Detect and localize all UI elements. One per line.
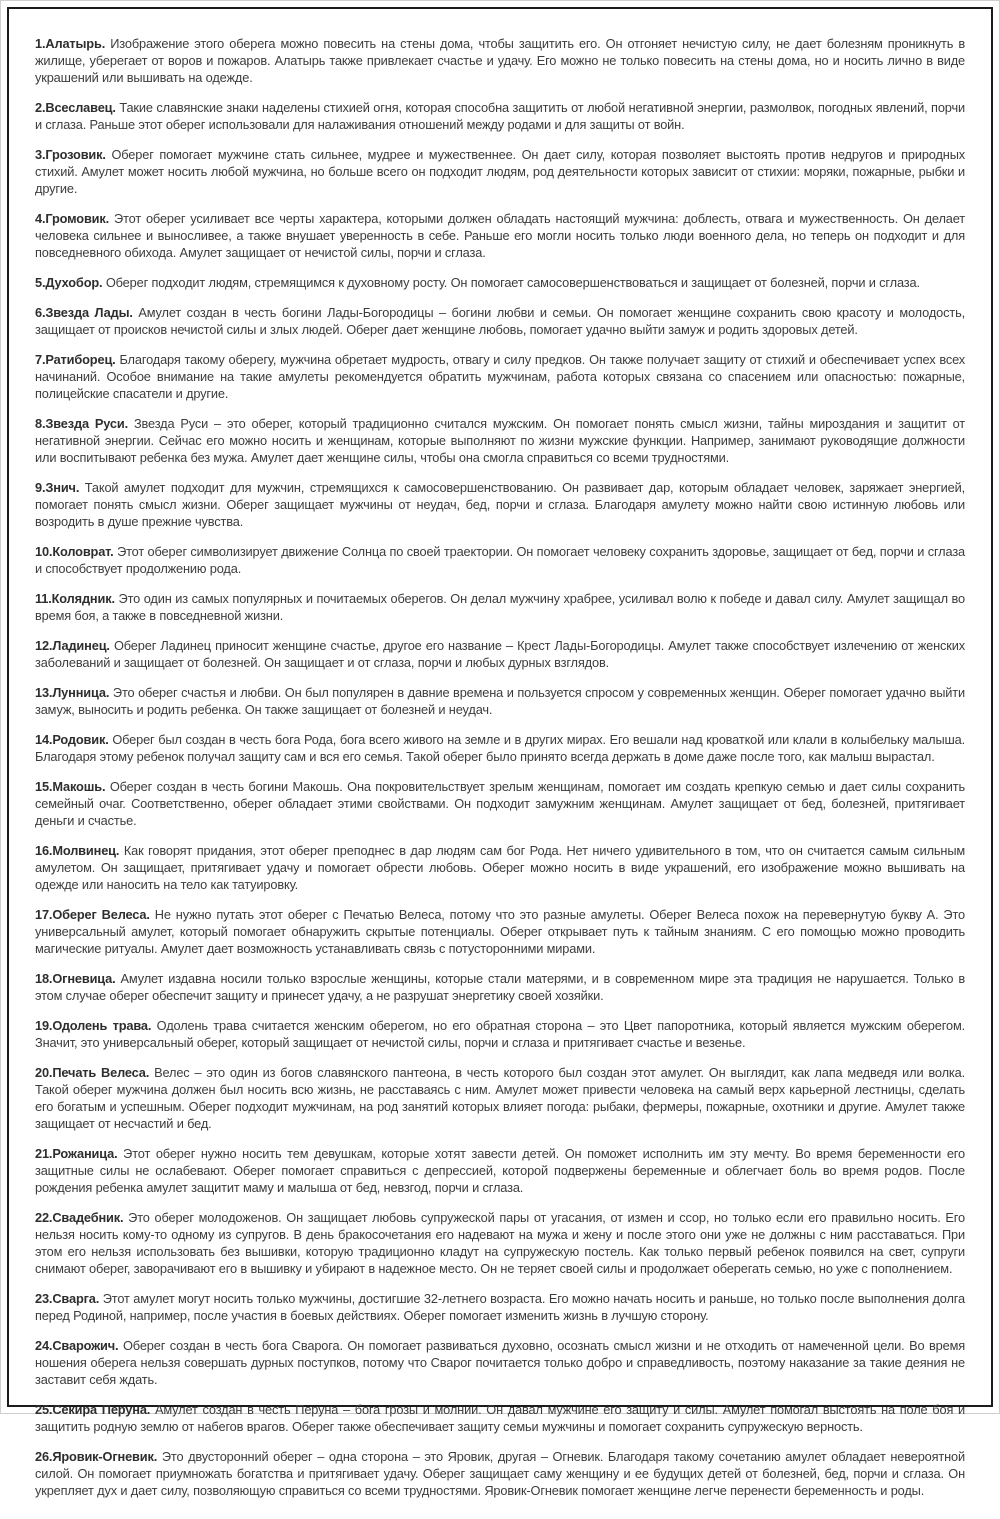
list-item — [35, 906, 965, 957]
item-title: 17.Оберег Велеса. — [35, 907, 150, 922]
item-description: Оберег помогает мужчине стать сильнее, мудрее и мужественнее. Он дает силу, которая позволяет выстоять против недругов и природных стихий. Амулет может носить любой мужчина, но больше всего он подходит людям, род деятельности которых зависит от стихии: моряки, пожарные, рыбки и другие. — [35, 147, 966, 196]
item-description: Оберег Ладинец приносит женщине счастье, другое его название – Крест Лады-Богородицы. Амулет также способствует излечению от женских заболеваний и защищает от болезней. Он защищает и от сглаза, порчи и любых дурных взглядов. — [35, 638, 965, 670]
item-description: Такие славянские знаки наделены стихией огня, которая способна защитить от любой негативной энергии, размолвок, погодных явлений, порчи и сглаза. Раньше этот оберег использовали для налаживания отношений между родами и для защиты от войн. — [35, 100, 966, 132]
item-description: Это оберег молодоженов. Он защищает любовь супружеской пары от угасания, от измен и ссор, но только если его правильно носить. Его нельзя носить кому-то одному из супругов. В день бракосочетания его надевают на мужа и жену и после этого они уже не должны с ним расставаться. При этом его нельзя использовать без вышивки, которую традиционно кладут на супружескую постель. Как только первый ребенок появился на свет, супруги снимают оберег, заворачивают его в вышивку и убирают в надежное место. Он не теряет своей силы и продолжает оберегать семью, но уже с пополнением. — [35, 1210, 965, 1276]
list-item — [35, 1064, 965, 1132]
item-title: 9.Знич. — [35, 480, 80, 495]
item-title: 11.Колядник. — [35, 591, 115, 606]
item-title: 26.Яровик-Огневик. — [35, 1449, 158, 1464]
item-title: 7.Ратиборец. — [35, 352, 116, 367]
item-description: Амулет создан в честь Перуна – бога грозы и молнии. Он давал мужчине его защиту и силы. Амулет помогал выстоять на поле боя и защитить родную землю от набегов врагов. Оберег также обеспечивает защиту семьи мужчины и помогает сохранить супружескую верность. — [35, 1402, 966, 1434]
item-description: Велес – это один из богов славянского пантеона, в честь которого был создан этот амулет. Он выглядит, как лапа медведя или волка. Такой оберег мужчина должен был носить всю жизнь, не расставаясь с ним. Амулет может привести человека на самый верх карьерной лестницы, сделать его богатым и успешным. Оберег подходит мужчинам, на род занятий которых влияет погода: рыбаки, фермеры, пожарные, охотники и другие. Амулет также защищает от несчастий и бед. — [35, 1065, 965, 1131]
list-item — [35, 778, 965, 829]
list-item — [35, 274, 965, 291]
item-description: Это один из самых популярных и почитаемых оберегов. Он делал мужчину храбрее, усиливал волю к победе и давал силу. Амулет защищал во время боя, а также в повседневной жизни. — [35, 591, 965, 623]
item-description: Этот амулет могут носить только мужчины, достигшие 32-летнего возраста. Его можно начать носить и раньше, но только после выполнения долга перед Родиной, например, после участия в боевых действиях. Оберег помогает изменить жизнь в лучшую сторону. — [35, 1291, 966, 1323]
list-item — [35, 684, 965, 718]
item-title: 2.Всеславец. — [35, 100, 116, 115]
item-description: Оберег создан в честь бога Сварога. Он помогает развиваться духовно, осознать смысл жизни и не отходить от намеченной цели. Во время ношения оберега нельзя совершать дурных поступков, потому что Сварог почитается только добро и справедливость, поэтому наказание за такие деяния не заставит себя ждать. — [35, 1338, 966, 1387]
amulet-descriptions-list — [9, 9, 991, 1519]
item-title: 19.Одолень трава. — [35, 1018, 152, 1033]
item-description: Одолень трава считается женским оберегом, но его обратная сторона – это Цвет папоротника, который является мужским оберегом. Значит, это универсальный оберег, который защищает от нечистой силы, порчи и сглаза и притягивает счастье и везенье. — [35, 1018, 966, 1050]
item-title: 18.Огневица. — [35, 971, 116, 986]
list-item — [35, 543, 965, 577]
item-title: 14.Родовик. — [35, 732, 109, 747]
list-item — [35, 351, 965, 402]
list-item — [35, 731, 965, 765]
item-description: Оберег подходит людям, стремящимся к духовному росту. Он помогает самосовершенствоваться и защищает от болезней, порчи и сглаза. — [105, 275, 920, 290]
item-description: Амулет создан в честь богини Лады-Богородицы – богини любви и семьи. Он помогает женщине сохранить свою красоту и молодость, защищает от происков нечистой силы и злых людей. Оберег дает женщине любовь, помогает удачно выйти замуж и родить здоровых детей. — [35, 305, 965, 337]
list-item — [35, 1017, 965, 1051]
item-description: Этот оберег усиливает все черты характера, которыми должен обладать настоящий мужчина: доблесть, отвага и мужественность. Он делает человека сильнее и выносливее, а также внушает уверенность в себе. Раньше его могли носить только люди военного дела, но теперь он подходит и для повседневного обихода. Амулет защищает от нечистой силы, порчи и сглаза. — [35, 211, 965, 260]
item-title: 20.Печать Велеса. — [35, 1065, 150, 1080]
item-title: 13.Лунница. — [35, 685, 110, 700]
item-description: Амулет издавна носили только взрослые женщины, которые стали матерями, и в современном мире эта традиция не нарушается. Только в этом случае оберег обеспечит защиту и принесет удачу, а не разрушат энергетику своей хозяйки. — [35, 971, 965, 1003]
list-item — [35, 842, 965, 893]
list-item — [35, 210, 965, 261]
item-title: 22.Свадебник. — [35, 1210, 124, 1225]
item-title: 24.Сварожич. — [35, 1338, 119, 1353]
item-title: 3.Грозовик. — [35, 147, 106, 162]
item-title: 16.Молвинец. — [35, 843, 120, 858]
item-title: 4.Громовик. — [35, 211, 110, 226]
list-item — [35, 304, 965, 338]
item-description: Это оберег счастья и любви. Он был популярен в давние времена и пользуется спросом у современных женщин. Оберег помогает удачно выйти замуж, выносить и родить ребенка. Он также защищает от болезней и неудач. — [35, 685, 966, 717]
list-item — [35, 637, 965, 671]
list-item — [35, 1448, 965, 1499]
item-description: Этот оберег нужно носить тем девушкам, которые хотят завести детей. Он поможет исполнить им эту мечту. Во время беременности его защитные силы не ослабевают. Оберег помогает справиться с депрессией, которой подвержены беременные и облегчает боль во время родов. После рождения ребенка амулет защитит маму и малыша от бед, невзгод, порчи и сглаза. — [35, 1146, 965, 1195]
item-title: 25.Секира Перуна. — [35, 1402, 151, 1417]
list-item — [35, 970, 965, 1004]
item-title: 12.Ладинец. — [35, 638, 110, 653]
item-description: Изображение этого оберега можно повесить на стены дома, чтобы защитить его. Он отгоняет нечистую силу, не дает болезням проникнуть в жилище, уберегает от воров и пожаров. Алатырь также привлекает счастье и удачу. Его можно не только повесить на стены дома, но и носить лично в виде украшений или вышивать на одежде. — [35, 36, 966, 85]
list-item — [35, 146, 965, 197]
item-description: Оберег был создан в честь бога Рода, бога всего живого на земле и в других мирах. Его вешали над кроваткой или клали в колыбельку малыша. Благодаря этому ребенок получал защиту сам и вся его семья. Такой оберег было принято всегда держать в доме даже после того, как малыш вырастал. — [35, 732, 965, 764]
list-item — [35, 1145, 965, 1196]
list-item — [35, 415, 965, 466]
list-item — [35, 590, 965, 624]
list-item — [35, 479, 965, 530]
item-title: 8.Звезда Руси. — [35, 416, 128, 431]
list-item — [35, 1337, 965, 1388]
list-item — [35, 1401, 965, 1435]
item-description: Этот оберег символизирует движение Солнца по своей траектории. Он помогает человеку сохранить здоровье, защищает от бед, порчи и сглаза и способствует продолжению рода. — [35, 544, 966, 576]
list-item — [35, 1209, 965, 1277]
list-item — [35, 99, 965, 133]
item-title: 5.Духобор. — [35, 275, 103, 290]
item-description: Как говорят придания, этот оберег преподнес в дар людям сам бог Рода. Нет ничего удивительного в том, что он считается самым сильным амулетом. Он защищает, притягивает удачу и помогает обрести любовь. Оберег можно носить в виде украшений, его изображение можно вышивать на одежде или наносить на тело как татуировку. — [35, 843, 966, 892]
item-title: 10.Коловрат. — [35, 544, 114, 559]
list-item — [35, 35, 965, 86]
item-title: 23.Сварга. — [35, 1291, 100, 1306]
page-border-frame — [7, 7, 993, 1498]
item-description: Благодаря такому оберегу, мужчина обретает мудрость, отвагу и силу предков. Он также получает защиту от стихий и обеспечивает успех всех начинаний. Особое внимание на такие амулеты рекомендуется обратить мужчинам, работа которых связана со спасением или опасностью: пожарные, полицейские спасатели и другие. — [35, 352, 966, 401]
item-description: Это двусторонний оберег – одна сторона – это Яровик, другая – Огневик. Благодаря такому сочетанию амулет обладает невероятной силой. Он помогает приумножать богатства и притягивает удачу. Оберег защищает саму женщину и ее будущих детей от болезней, бед, порчи и сглаза. Он укрепляет дух и дает силу, позволяющую справиться со всеми трудностями. Яровик-Огневик помогает женщине легче перенести беременность и роды. — [35, 1449, 966, 1498]
item-title: 6.Звезда Лады. — [35, 305, 133, 320]
item-description: Звезда Руси – это оберег, который традиционно считался мужским. Он помогает понять смысл жизни, тайны мироздания и защитит от негативной энергии. Сейчас его можно носить и женщинам, которые выполняют по жизни мужские функции. Например, занимают руководящие должности или воспитывают ребенка без мужа. Амулет дает женщине силы, чтобы она смогла справиться со всеми трудностями. — [35, 416, 966, 465]
item-title: 21.Рожаница. — [35, 1146, 118, 1161]
item-title: 15.Макошь. — [35, 779, 106, 794]
item-description: Оберег создан в честь богини Макошь. Она покровительствует зрелым женщинам, помогает им создать крепкую семью и дает силы сохранить семейный очаг. Соответственно, оберег обладает этими свойствами. Он подходит замужним женщинам. Амулет защищает от бед, болезней, притягивает деньги и счастье. — [35, 779, 965, 828]
item-title: 1.Алатырь. — [35, 36, 106, 51]
item-description: Не нужно путать этот оберег с Печатью Велеса, потому что это разные амулеты. Оберег Велеса похож на перевернутую букву А. Это универсальный амулет, который помогает обнаружить скрытые потенциалы. Оберег открывает путь к тайным знаниям. С его помощью можно проводить магические ритуалы. Амулет дает возможность устанавливать связь с потусторонними мирами. — [35, 907, 966, 956]
list-item — [35, 1290, 965, 1324]
item-description: Такой амулет подходит для мужчин, стремящихся к самосовершенствованию. Он развивает дар, которым обладает человек, заряжает энергией, помогает понять смысл жизни. Оберег защищает мужчины от неудач, бед, порчи и сглаза. Благодаря амулету можно найти свою истинную любовь или возродить в душе прежние чувства. — [35, 480, 965, 529]
